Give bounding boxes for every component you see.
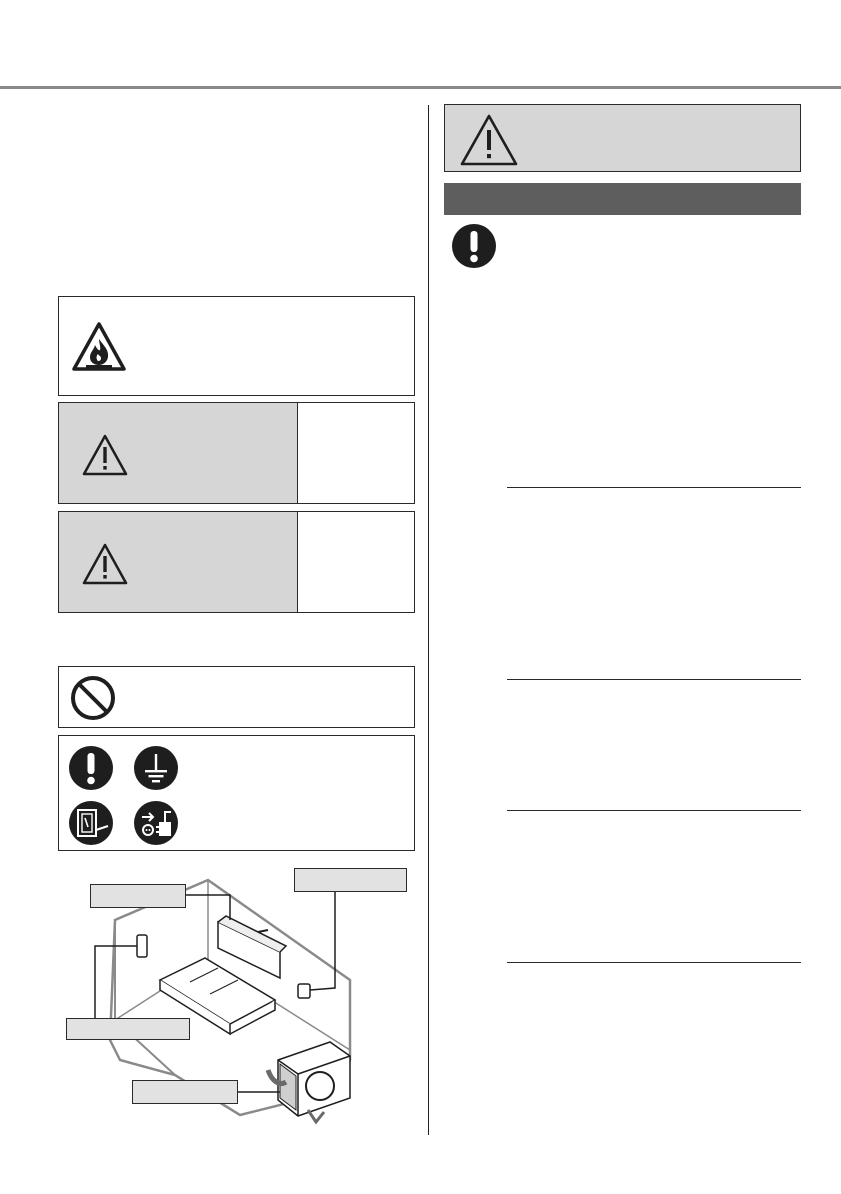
caution-notice-box — [58, 511, 415, 613]
section-separator — [507, 487, 801, 488]
mandatory-icon — [68, 745, 114, 791]
section-separator — [507, 679, 801, 680]
section-header-band — [444, 183, 801, 215]
indoor-unit-label — [90, 884, 186, 908]
prohibited-icon — [70, 675, 116, 721]
ground-icon — [133, 745, 179, 791]
flammable-warning-icon — [71, 321, 127, 373]
unplug-icon — [68, 800, 114, 846]
caution-triangle-icon — [81, 542, 129, 586]
mandatory-symbol-box — [58, 735, 415, 851]
page-header-rule — [0, 86, 841, 89]
warning-header-box — [444, 104, 801, 172]
caution-cell-divider — [297, 512, 298, 612]
section-separator — [507, 962, 801, 963]
warning-triangle-icon — [459, 113, 519, 167]
prohibited-symbol-box — [58, 666, 415, 728]
breaker-label — [294, 868, 407, 892]
column-divider — [428, 105, 429, 1135]
outdoor-unit-label — [132, 1080, 238, 1104]
warning-triangle-icon — [81, 433, 129, 477]
remote-controller-label — [66, 1018, 190, 1040]
mandatory-icon — [451, 223, 497, 269]
warning-cell-divider — [297, 403, 298, 503]
disconnect-power-icon — [133, 800, 179, 846]
section-separator — [507, 810, 801, 811]
warning-notice-box — [58, 402, 415, 504]
flammable-notice-box — [58, 296, 415, 396]
